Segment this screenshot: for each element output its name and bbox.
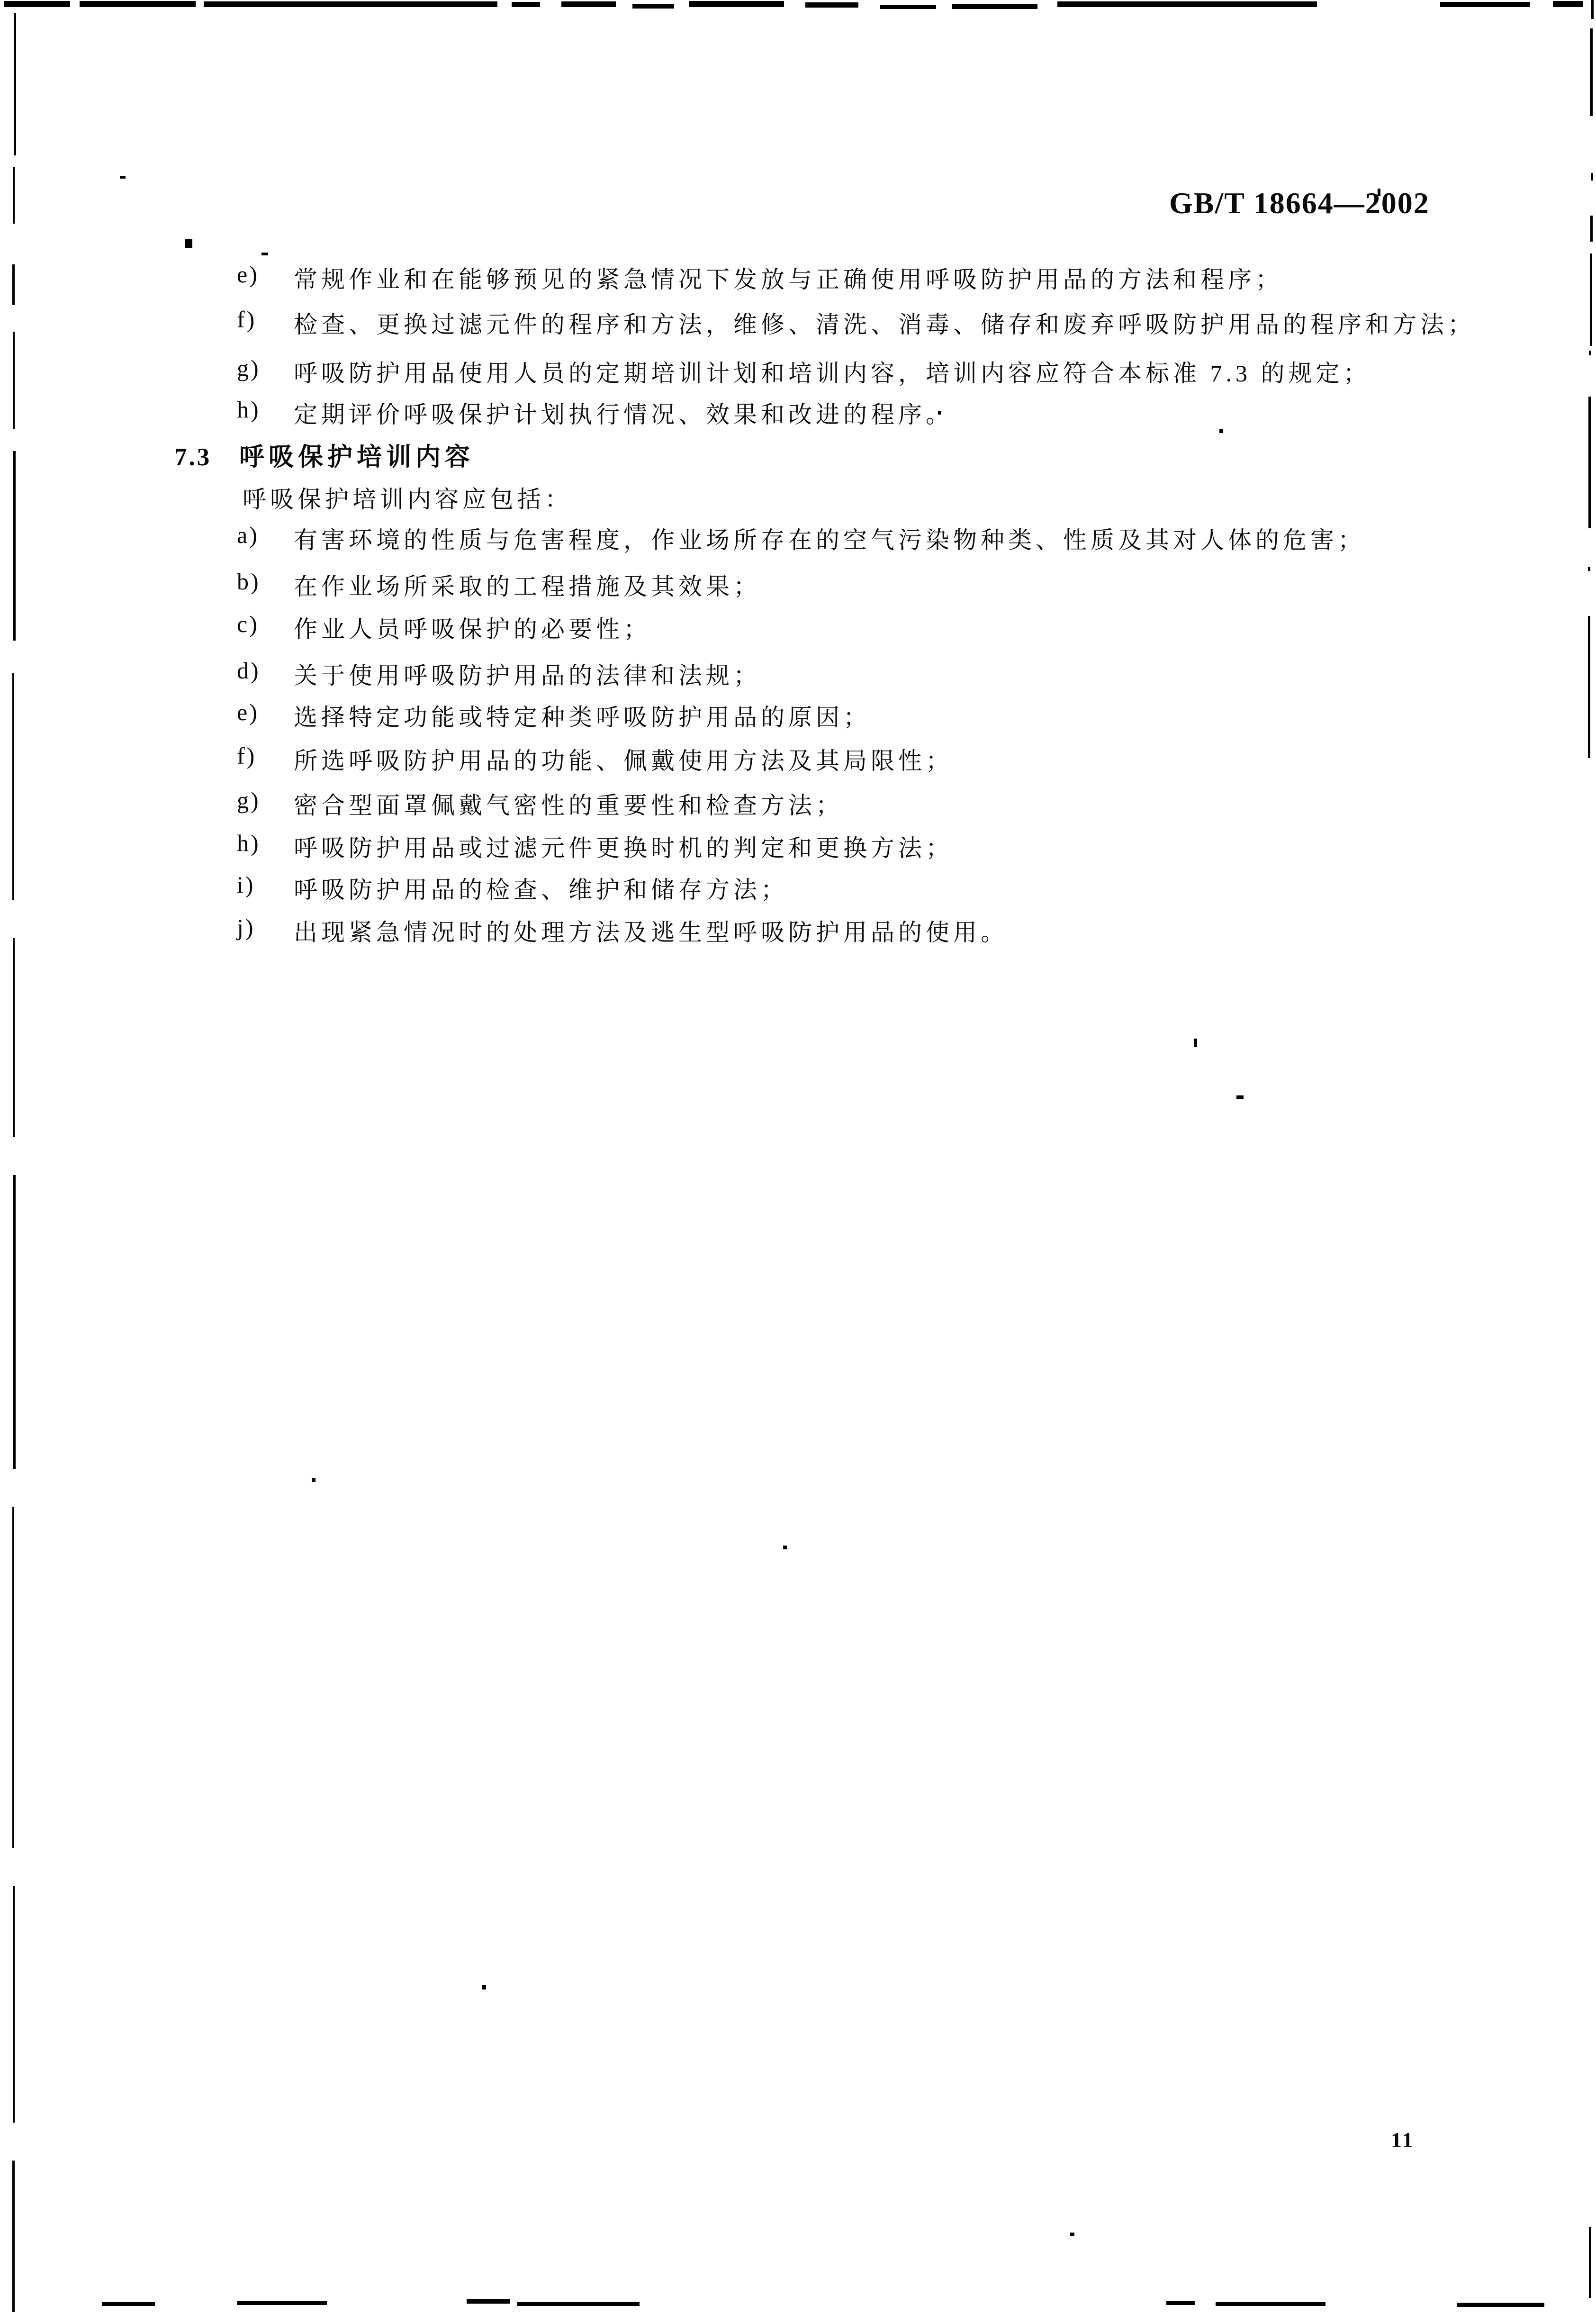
list-item-label: g) [237, 787, 261, 814]
scan-artifact-right-edge [1590, 216, 1593, 242]
list-item-label: f) [237, 742, 257, 769]
page-number: 11 [1391, 2128, 1415, 2152]
list-item-label: i) [237, 871, 255, 898]
list-item-label: a) [237, 522, 259, 548]
list-item-text: 作业人员呼吸保护的必要性； [294, 616, 651, 642]
list-item-label: h) [237, 396, 261, 423]
scan-speck [1194, 1039, 1197, 1047]
scan-artifact-bottom-border [237, 2301, 327, 2305]
scan-artifact-top-border [1057, 1, 1317, 7]
scan-artifact-left-edge [13, 938, 15, 1137]
scan-artifact-right-edge [1590, 253, 1592, 346]
scan-speck [261, 253, 268, 255]
list-item-label: j) [237, 914, 255, 940]
section-intro: 呼吸保护培训内容应包括： [243, 486, 572, 513]
list-item [237, 354, 1371, 389]
list-item [237, 913, 1008, 948]
list-item [237, 871, 788, 905]
list-item-text: 常规作业和在能够预见的紧急情况下发放与正确使用呼吸防护用品的方法和程序； [294, 266, 1283, 293]
scan-speck [1236, 1095, 1244, 1099]
list-item-text: 呼吸防护用品或过滤元件更换时机的判定和更换方法； [294, 835, 953, 861]
scan-speck [783, 1546, 787, 1549]
scan-artifact-left-edge [12, 673, 14, 900]
list-item-text: 关于使用呼吸防护用品的法律和法规； [294, 662, 761, 689]
scan-artifact-left-edge [12, 264, 15, 305]
list-item-label: f) [237, 306, 257, 333]
list-item-label: c) [237, 611, 259, 637]
scan-artifact-bottom-border [102, 2302, 155, 2306]
scan-artifact-left-edge [12, 2161, 15, 2312]
scan-artifact-right-edge [1588, 616, 1590, 758]
scan-artifact-right-edge [1590, 28, 1593, 116]
list-item-text: 呼吸防护用品使用人员的定期培训计划和培训内容，培训内容应符合本标准 7.3 的规定； [294, 360, 1371, 387]
standard-code: GB/T 18664—2002 [1169, 186, 1430, 220]
scan-artifact-right-edge [1591, 173, 1593, 181]
scan-artifact-top-border [512, 2, 540, 7]
scan-artifact-top-border [632, 4, 674, 9]
scan-artifact-top-border [1440, 2, 1530, 7]
scan-speck [1219, 429, 1223, 433]
scan-speck [120, 176, 126, 179]
list-item-text: 所选呼吸防护用品的功能、佩戴使用方法及其局限性； [294, 748, 953, 774]
scan-artifact-left-edge [14, 13, 16, 155]
scan-speck [482, 1985, 486, 1989]
scan-artifact-top-border [561, 1, 616, 7]
list-item-text: 有害环境的性质与危害程度，作业场所存在的空气污染物种类、性质及其对人体的危害； [294, 527, 1365, 553]
list-item-label: e) [237, 261, 259, 288]
list-item-label: h) [237, 830, 261, 856]
scan-artifact-top-border [204, 1, 497, 7]
list-item [237, 657, 761, 691]
list-item-text: 在作业场所采取的工程措施及其效果； [294, 573, 761, 600]
list-item [237, 261, 1283, 295]
list-item-label: b) [237, 568, 261, 595]
scan-artifact-right-edge [1591, 0, 1594, 19]
list-item [237, 698, 871, 732]
scan-artifact-top-border [4, 1, 70, 7]
scan-speck [185, 239, 192, 248]
list-item [237, 306, 1475, 340]
scan-artifact-right-edge [1588, 397, 1591, 528]
list-item-text: 出现紧急情况时的处理方法及逃生型呼吸防护用品的使用。 [294, 919, 1008, 946]
scan-artifact-left-edge [12, 1507, 14, 1848]
scan-artifact-right-edge [1589, 2227, 1591, 2298]
section-title: 呼吸保护培训内容 [239, 443, 474, 471]
list-item [237, 610, 651, 644]
list-item [237, 396, 953, 430]
scan-artifact-bottom-border [1166, 2301, 1195, 2305]
scan-artifact-left-edge [13, 1175, 16, 1469]
scan-artifact-bottom-border [517, 2302, 640, 2306]
scan-artifact-left-edge [13, 451, 16, 641]
list-item [237, 521, 1365, 555]
list-item-label: e) [237, 699, 259, 725]
scan-artifact-bottom-border [467, 2299, 510, 2304]
list-item [237, 787, 843, 821]
scan-artifact-right-edge [1589, 351, 1591, 355]
scan-speck [1070, 2233, 1074, 2236]
list-item-text: 选择特定功能或特定种类呼吸防护用品的原因； [294, 704, 871, 731]
list-item-label: d) [237, 657, 261, 684]
list-item-text: 检查、更换过滤元件的程序和方法，维修、清洗、消毒、储存和废弃呼吸防护用品的程序和方法； [294, 311, 1475, 338]
scan-speck [312, 1478, 316, 1482]
scan-artifact-top-border [689, 1, 784, 7]
scan-artifact-bottom-border [1457, 2303, 1544, 2307]
list-item [237, 568, 761, 602]
list-item-text: 密合型面罩佩戴气密性的重要性和检查方法； [294, 792, 843, 819]
scan-artifact-bottom-border [1216, 2302, 1325, 2306]
scan-artifact-top-border [1553, 1, 1583, 7]
scan-artifact-top-border [805, 2, 858, 8]
section-number: 7.3 [174, 443, 212, 471]
list-item-text: 呼吸防护用品的检查、维护和储存方法； [294, 877, 788, 903]
list-item [237, 829, 953, 863]
scan-artifact-left-edge [13, 167, 15, 224]
scan-artifact-top-border [952, 4, 1037, 9]
scan-artifact-top-border [880, 5, 936, 9]
section-heading [174, 437, 474, 473]
scan-artifact-left-edge [13, 332, 15, 429]
scan-artifact-top-border [80, 1, 196, 7]
scan-artifact-right-edge [1588, 567, 1590, 571]
list-item-text: 定期评价呼吸保护计划执行情况、效果和改进的程序。 [294, 401, 953, 428]
list-item [237, 742, 953, 776]
list-item-label: g) [237, 355, 261, 381]
scan-artifact-left-edge [13, 1886, 15, 2123]
